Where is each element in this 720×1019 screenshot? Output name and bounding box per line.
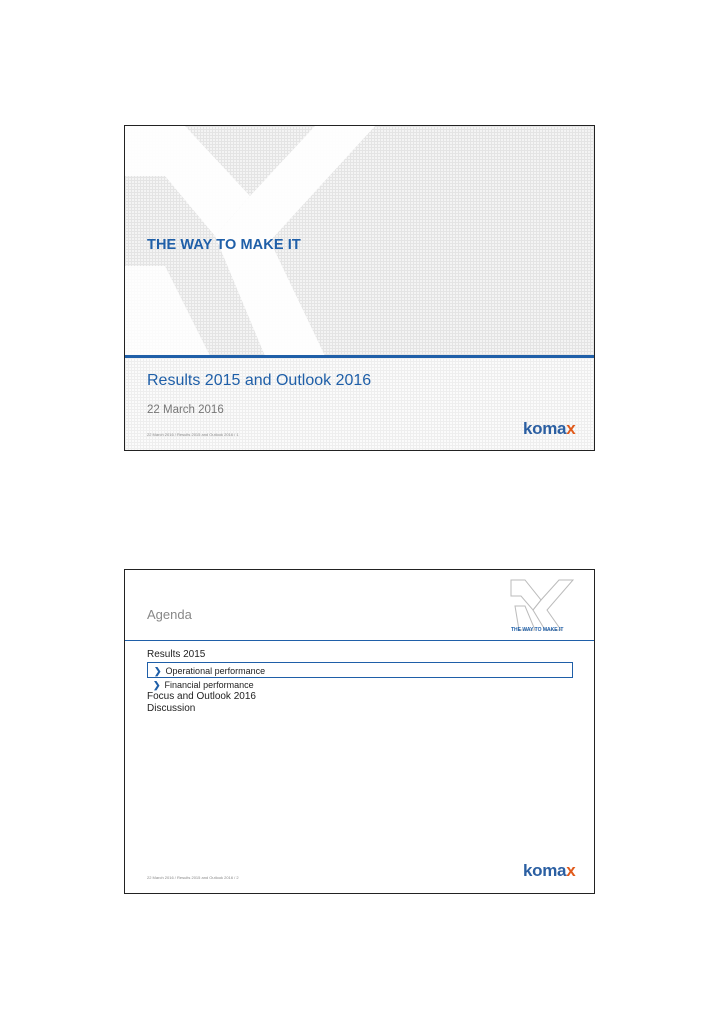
logo-text: koma	[523, 419, 567, 438]
slide-date: 22 March 2016	[147, 404, 224, 416]
agenda-subitem-active	[147, 662, 573, 678]
slide-footer: 22 March 2016 / Results 2015 and Outlook 2016 / 1	[147, 432, 239, 437]
agenda-slide	[124, 569, 595, 894]
agenda-item-label: Results 2015	[147, 649, 206, 660]
komax-logo	[523, 419, 575, 439]
divider-rule	[125, 355, 594, 358]
agenda-item-label: Financial performance	[164, 680, 254, 690]
slide-footer: 22 March 2016 / Results 2015 and Outlook 2016 / 2	[147, 875, 239, 880]
chevron-right-icon: ❯	[153, 680, 161, 690]
slide-tagline: THE WAY TO MAKE IT	[147, 237, 301, 253]
heading-rule	[125, 640, 594, 641]
logo-accent: x	[566, 419, 576, 438]
corner-tagline: THE WAY TO MAKE IT	[511, 627, 564, 633]
logo-text: koma	[523, 861, 567, 880]
agenda-item-label: Operational performance	[165, 666, 266, 676]
chevron-right-icon: ❯	[154, 666, 162, 676]
agenda-item-label: Focus and Outlook 2016	[147, 691, 256, 702]
agenda-item	[147, 703, 573, 715]
logo-accent: x	[566, 861, 576, 880]
komax-logo	[523, 861, 575, 881]
agenda-item-label: Discussion	[147, 703, 196, 714]
agenda-item	[147, 691, 573, 703]
agenda-item	[147, 649, 573, 661]
komax-x-outline-icon	[505, 576, 580, 632]
title-slide	[124, 125, 595, 451]
slide-title: Results 2015 and Outlook 2016	[147, 372, 372, 389]
slide-heading: Agenda	[147, 607, 192, 622]
agenda-subitem	[147, 679, 573, 691]
agenda-list	[147, 649, 573, 715]
